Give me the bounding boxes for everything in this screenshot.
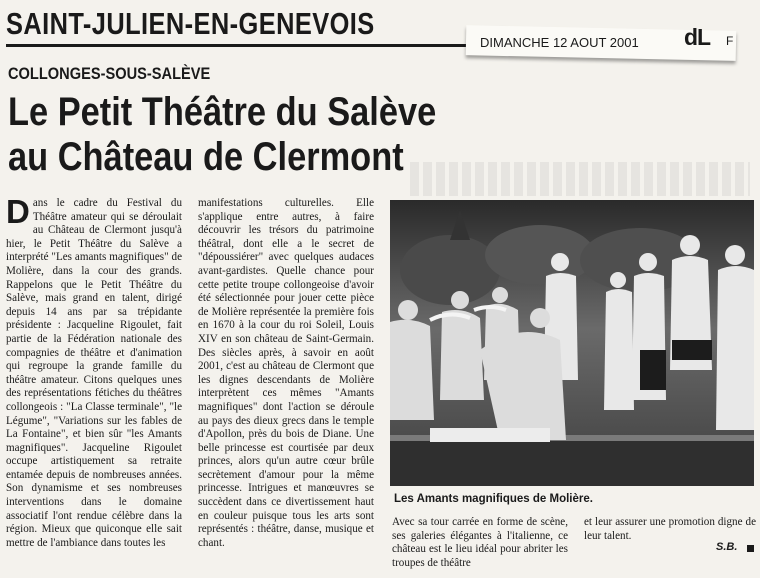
photo-caption: Les Amants magnifiques de Molière. — [394, 493, 593, 505]
article-column-1 — [6, 197, 182, 578]
column-2-text: manifestations culturelles. Elle s'applique entre autres, à faire découvrir les trésors du patrimoine théâtral, dont elle a le secret de "dépoussiérer" avec quelques audaces avant-gardistes. Quelle chance pour cette petite troupe collongeoise d'avoir été sélectionnée pour jouer cette pièce de Molière représentée la première fois en 1670 à la cour du roi Soleil, Louis XIV en son château de Saint-Germain. Des siècles après, à savoir en août 2001, c'est au château de Clermont que les dignes descendants de Molière interprètent ces mêmes "Amants magnifiques" dont l'action se déroule au pays des dieux grecs dans le temple d'Apollon, près du bois de Diane. Une belle princesse est courtisée par deux princes, alors qu'un autre cœur brûle secrètement d'amour pour la même princesse. Intrigues et manœuvres se succèdent dans ce divertissement haut en couleur puisque tous les arts sont représentés : théâtre, danse, musique et chant. — [198, 197, 374, 549]
publication-date: DIMANCHE 12 AOUT 2001 — [480, 35, 639, 50]
column-1-text: ans le cadre du Festival du Théâtre amateur qui se déroulait au Château de Clermont jusqu'à hier, le Petit Théâtre du Salève a interprété "Les amants magnifiques" de Molière, dans la cour des grands. Rappelons que le Petit Théâtre du Salève, mais grand en talent, dirigé depuis 14 ans par sa trépidante présidente : Jacqueline Rigoulet, fait partie de la Fédération nationale des compagnies de théâtre et d'animation qui regroupe la grande famille du théâtre amateur. Citons quelques unes des représentations fétiches du théâtres collongeois : "La Classe terminale", "le Légume", "Variations sur les fables de La Fontaine", et bien sûr "les Amants magnifiques". Jacqueline Rigoulet occupe artistiquement sa retraite entamée depuis de nombreuses années. Son dynamisme et ses nombreuses interventions dans le domaine associatif l'ont rendue célèbre dans la région. Mieux que quiconque elle sait mettre de l'ambiance dans toutes les — [6, 197, 182, 549]
column-3-text: Avec sa tour carrée en forme de scène, ses galeries élégantes à l'italienne, ce château est le lieu idéal pour abriter les troupes de théâtre — [392, 516, 568, 569]
column-4-text: et leur assurer une promotion digne de leur talent. — [584, 516, 756, 542]
drop-cap: D — [6, 197, 30, 230]
stage-scene-illustration — [390, 200, 754, 486]
article-photo — [390, 200, 754, 486]
author-signature: S.B. — [716, 541, 738, 553]
article-column-2 — [198, 197, 374, 578]
end-mark — [747, 545, 754, 552]
newspaper-logo: dL — [684, 24, 711, 50]
section-city-heading: SAINT-JULIEN-EN-GENEVOIS — [6, 6, 375, 41]
show-through-text — [410, 162, 750, 196]
masthead-rule — [6, 44, 466, 47]
article-title-line-1: Le Petit Théâtre du Salève — [8, 90, 437, 134]
article-kicker: COLLONGES-SOUS-SALÈVE — [8, 64, 211, 83]
logo-fragment: F — [726, 34, 734, 48]
article-column-3 — [392, 516, 568, 578]
article-title-line-2: au Château de Clermont — [8, 135, 404, 179]
